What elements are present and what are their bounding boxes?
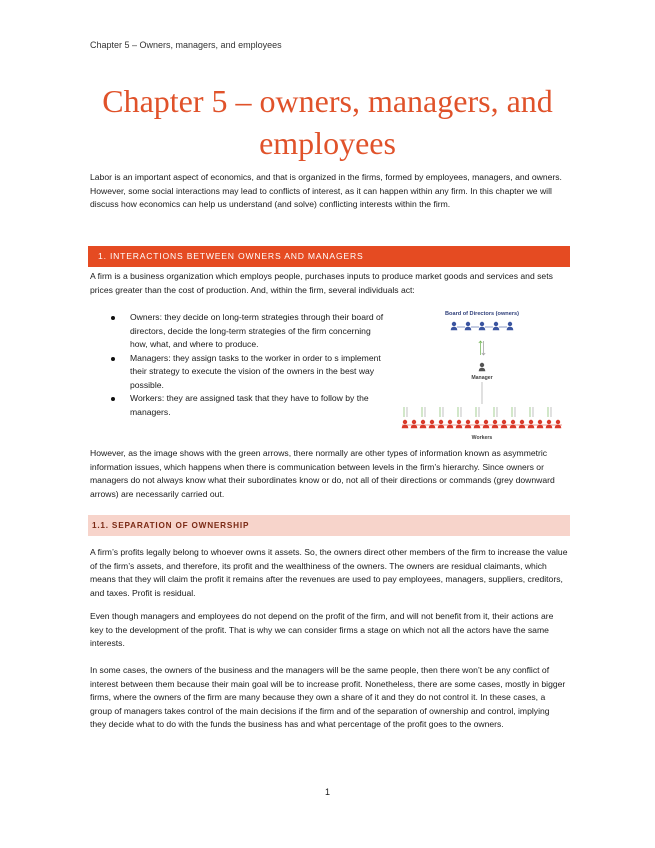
firm-hierarchy-diagram [397,305,567,445]
bullet-dot [111,357,115,361]
worker-people [402,420,562,428]
running-header: Chapter 5 – Owners, managers, and employees [90,40,282,50]
chapter-title [70,80,585,164]
bullet-dot [111,397,115,401]
chapter-title-line2: employees [259,125,396,161]
board-members [451,322,514,330]
bullet-text: Workers: they are assigned task that they have to follow by the managers. [130,393,369,417]
chapter-title-line1: Chapter 5 – owners, managers, and [102,83,553,119]
section-1-1-paragraph-3: In some cases, the owners of the business and the managers will be the same people, then there won’t be any conflict of interest between them because their main goal will be to increase profit. Nonetheless, there are some cases, mostly in bigger firms, where the owners of the firm are many because they own a share of it and they do not control it. In these cases, a group of managers takes control of the main decisions if the firm and of the separation of ownership and control, implying they decide what to do with the funds the business has and what percentage of the profit goes to the owners. [90,665,566,729]
section-1-paragraph-1: A firm is a business organization which employs people, purchases inputs to produce market goods and services and sets prices greater than the cost of production. And, within the firm, several individuals act: [90,271,553,295]
bullet-managers [108,352,388,393]
section-1-1-paragraph-1: A firm’s profits legally belong to whoever owns it assets. So, the owners direct other members of the firm to increase the value of the firm’s assets, and therefore, its profit and the wealthiness of the owners. The owners are residual claimants, which means that they will claim the profit it remains after the revenues are used to pay employees, managers, suppliers, creditors, and taxes. Profit is residual. [90,547,568,598]
bullet-text: Managers: they assign tasks to the worker in order to s implement their strategy to execute the vision of the owners in the best way possible. [130,352,381,390]
board-label: Board of Directors (owners) [445,311,519,317]
page-number: 1 [324,787,330,797]
board-manager-arrows [479,341,485,355]
bullet-owners [108,311,388,352]
section-1-heading: 1. INTERACTIONS BETWEEN OWNERS AND MANAGERS [88,246,570,267]
bullet-workers [108,392,388,419]
manager-label: Manager [471,375,493,381]
bullet-dot [111,316,115,320]
section-1-paragraph-2: However, as the image shows with the green arrows, there normally are other types of information known as asymmetric information issues, which happens when there is communication between levels in the firm’s hierarchy. Since owners or managers do not always know what their subordinates know or do, not all of their directions or commands (grey downward arrows) are necessarily carried out. [90,448,555,499]
manager-person [479,363,486,371]
worker-arrows [404,407,551,417]
workers-label: Workers [471,435,493,441]
bullet-text: Owners: they decide on long-term strategies through their board of directors, decide the long-term strategies of the firm concerning how, what, and where to produce. [130,312,384,349]
actors-bullet-list [108,311,388,419]
section-1-1-paragraph-2: Even though managers and employees do not depend on the profit of the firm, and will not benefit from it, their actions are key to the development of the profit. That is why we can consider firms a stage on which not all the actors have the same interests. [90,611,554,648]
section-1-1-heading: 1.1. SEPARATION OF OWNERSHIP [88,515,570,536]
intro-paragraph: Labor is an important aspect of economics, and that is organized in the firms, formed by employees, managers, and owners. However, some social interactions may lead to conflicts of interest, as it can happen within any firm. In this chapter we will discuss how economics can help us understand (and solve) conflicting interests within the firm. [90,172,562,209]
